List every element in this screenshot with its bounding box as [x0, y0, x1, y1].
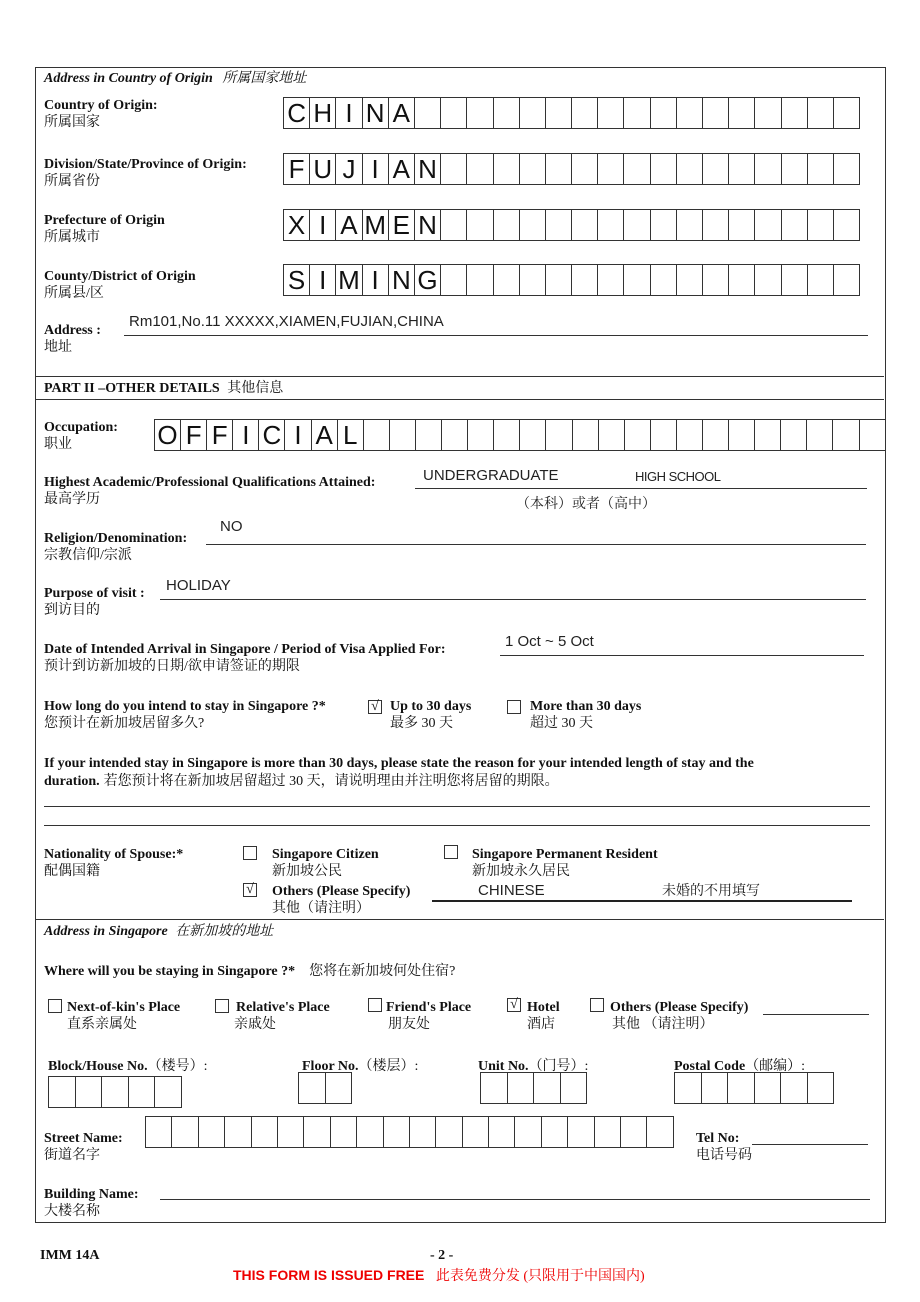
char-box[interactable]: [541, 1116, 568, 1148]
char-box[interactable]: [298, 1072, 326, 1104]
char-box[interactable]: S: [283, 264, 310, 296]
stay-up-to-30-checkbox[interactable]: [368, 700, 382, 714]
qualification-field[interactable]: [415, 468, 867, 489]
unit-boxes[interactable]: [480, 1072, 587, 1104]
char-box[interactable]: [198, 1116, 225, 1148]
stay-hotel-label: Hotel 酒店: [527, 1000, 560, 1032]
char-box[interactable]: [702, 97, 729, 129]
char-box[interactable]: A: [335, 209, 362, 241]
stay-hotel-checkbox[interactable]: [507, 998, 521, 1012]
char-box[interactable]: [676, 153, 703, 185]
stay-others-label: Others (Please Specify) 其他 （请注明）: [610, 1000, 749, 1032]
char-box[interactable]: [48, 1076, 76, 1108]
spouse-label: Nationality of Spouse:* 配偶国籍: [44, 847, 184, 879]
char-box[interactable]: [674, 1072, 702, 1104]
purpose-value: HOLIDAY: [166, 577, 231, 594]
spouse-others-value: CHINESE: [478, 882, 545, 899]
page-number: - 2 -: [430, 1248, 454, 1263]
char-box[interactable]: [650, 97, 677, 129]
char-box[interactable]: [807, 209, 834, 241]
street-boxes[interactable]: [145, 1116, 674, 1148]
arrival-field[interactable]: [500, 634, 864, 656]
char-box[interactable]: [597, 153, 624, 185]
stay-relative-checkbox[interactable]: [215, 999, 229, 1013]
char-box[interactable]: L: [337, 419, 364, 451]
char-box[interactable]: [154, 1076, 182, 1108]
stay-others-checkbox[interactable]: [590, 998, 604, 1012]
char-box[interactable]: [519, 153, 546, 185]
char-box[interactable]: [727, 1072, 755, 1104]
char-box[interactable]: [462, 1116, 489, 1148]
char-box[interactable]: I: [309, 264, 336, 296]
char-box[interactable]: [171, 1116, 198, 1148]
stay-others-field[interactable]: [763, 1000, 869, 1015]
char-box[interactable]: [514, 1116, 541, 1148]
char-box[interactable]: [560, 1072, 588, 1104]
tel-label: Tel No: 电话号码: [696, 1131, 752, 1163]
qualification-label: Highest Academic/Professional Qualifications Attained: 最高学历: [44, 475, 376, 507]
char-box[interactable]: [754, 1072, 782, 1104]
stay-more-than-30-label: More than 30 days 超过 30 天: [530, 699, 642, 731]
occupation-label: Occupation: 职业: [44, 420, 118, 452]
char-box[interactable]: [676, 209, 703, 241]
char-box[interactable]: [545, 264, 572, 296]
char-box[interactable]: [676, 97, 703, 129]
char-box[interactable]: [701, 1072, 729, 1104]
stay-next-of-kin-label: Next-of-kin's Place 直系亲属处: [67, 1000, 181, 1032]
char-box[interactable]: [571, 264, 598, 296]
char-box[interactable]: [441, 419, 468, 451]
building-label: Building Name: 大楼名称: [44, 1187, 139, 1219]
county-boxes[interactable]: [283, 264, 860, 296]
char-box[interactable]: [754, 153, 781, 185]
postal-label: Postal Code（邮编）:: [674, 1059, 806, 1074]
char-box[interactable]: [650, 153, 677, 185]
char-box[interactable]: [383, 1116, 410, 1148]
char-box[interactable]: [833, 153, 860, 185]
char-box[interactable]: [650, 264, 677, 296]
where-stay-label: Where will you be staying in Singapore ?* 您将在新加坡何处住宿?: [44, 964, 456, 979]
char-box[interactable]: [676, 419, 703, 451]
char-box[interactable]: [466, 97, 493, 129]
char-box[interactable]: [224, 1116, 251, 1148]
char-box[interactable]: F: [206, 419, 233, 451]
block-boxes[interactable]: [48, 1076, 182, 1108]
char-box[interactable]: F: [180, 419, 207, 451]
origin-section-title: Address in Country of Origin 所属国家地址: [44, 71, 307, 86]
block-label: Block/House No.（楼号）:: [48, 1059, 208, 1074]
char-box[interactable]: [493, 153, 520, 185]
char-box[interactable]: H: [309, 97, 336, 129]
char-box[interactable]: [101, 1076, 129, 1108]
char-box[interactable]: I: [232, 419, 259, 451]
stay-friend-label: Friend's Place 朋友处: [386, 1000, 472, 1032]
stay-label: How long do you intend to stay in Singapore ?* 您预计在新加坡居留多久?: [44, 699, 326, 731]
building-field[interactable]: [160, 1186, 870, 1200]
occupation-boxes[interactable]: [154, 419, 886, 451]
char-box[interactable]: [676, 264, 703, 296]
char-box[interactable]: N: [414, 209, 441, 241]
stay-more-than-30-checkbox[interactable]: [507, 700, 521, 714]
char-box[interactable]: [702, 209, 729, 241]
purpose-field[interactable]: [160, 578, 866, 600]
religion-label: Religion/Denomination: 宗教信仰/宗派: [44, 531, 188, 563]
char-box[interactable]: [414, 97, 441, 129]
char-box[interactable]: [571, 97, 598, 129]
char-box[interactable]: [754, 264, 781, 296]
char-box[interactable]: C: [283, 97, 310, 129]
address-value: Rm101,No.11 XXXXX,XIAMEN,FUJIAN,CHINA: [129, 313, 444, 330]
char-box[interactable]: G: [414, 264, 441, 296]
char-box[interactable]: A: [388, 97, 415, 129]
char-box[interactable]: [597, 97, 624, 129]
char-box[interactable]: [781, 209, 808, 241]
stay-next-of-kin-checkbox[interactable]: [48, 999, 62, 1013]
address-field[interactable]: [124, 314, 868, 336]
char-box[interactable]: [781, 264, 808, 296]
char-box[interactable]: [620, 1116, 647, 1148]
char-box[interactable]: [519, 264, 546, 296]
char-box[interactable]: [623, 153, 650, 185]
religion-field[interactable]: [206, 518, 866, 545]
spouse-citizen-checkbox[interactable]: [243, 846, 257, 860]
sg-section-title: Address in Singapore 在新加坡的地址: [44, 924, 274, 939]
char-box[interactable]: [781, 97, 808, 129]
char-box[interactable]: [251, 1116, 278, 1148]
check-mark-icon: √: [371, 699, 379, 714]
char-box[interactable]: [75, 1076, 103, 1108]
postal-boxes[interactable]: [674, 1072, 834, 1104]
char-box[interactable]: I: [362, 264, 389, 296]
char-box[interactable]: [303, 1116, 330, 1148]
char-box[interactable]: [623, 209, 650, 241]
char-box[interactable]: U: [309, 153, 336, 185]
floor-boxes[interactable]: [298, 1072, 352, 1104]
char-box[interactable]: [572, 419, 599, 451]
char-box[interactable]: [702, 153, 729, 185]
char-box[interactable]: [597, 209, 624, 241]
spouse-pr-checkbox[interactable]: [444, 845, 458, 859]
char-box[interactable]: [466, 264, 493, 296]
check-mark-icon: √: [510, 997, 518, 1012]
spouse-others-checkbox[interactable]: [243, 883, 257, 897]
char-box[interactable]: [571, 153, 598, 185]
char-box[interactable]: I: [362, 153, 389, 185]
char-box[interactable]: [728, 153, 755, 185]
char-box[interactable]: [480, 1072, 508, 1104]
char-box[interactable]: A: [311, 419, 338, 451]
char-box[interactable]: [859, 419, 886, 451]
char-box[interactable]: [702, 419, 729, 451]
char-box[interactable]: [728, 264, 755, 296]
char-box[interactable]: [519, 97, 546, 129]
floor-label: Floor No.（楼层）:: [302, 1059, 419, 1074]
char-box[interactable]: [389, 419, 416, 451]
char-box[interactable]: A: [388, 153, 415, 185]
stay-friend-checkbox[interactable]: [368, 998, 382, 1012]
divider: [35, 919, 884, 920]
county-label: County/District of Origin 所属县/区: [44, 269, 196, 301]
char-box[interactable]: [440, 153, 467, 185]
purpose-label: Purpose of visit : 到访目的: [44, 586, 145, 618]
char-box[interactable]: [325, 1072, 353, 1104]
reason-line-1[interactable]: [44, 792, 870, 807]
char-box[interactable]: N: [388, 264, 415, 296]
address-label: Address : 地址: [44, 323, 101, 355]
divider: [35, 376, 884, 377]
char-box[interactable]: I: [284, 419, 311, 451]
char-box[interactable]: [833, 264, 860, 296]
char-box[interactable]: [597, 264, 624, 296]
char-box[interactable]: [409, 1116, 436, 1148]
char-box[interactable]: [435, 1116, 462, 1148]
char-box[interactable]: [519, 209, 546, 241]
char-box[interactable]: [728, 97, 755, 129]
char-box[interactable]: [440, 209, 467, 241]
char-box[interactable]: [571, 209, 598, 241]
char-box[interactable]: [780, 419, 807, 451]
qualification-note: （本科）或者（高中）: [516, 495, 656, 511]
char-box[interactable]: [646, 1116, 673, 1148]
char-box[interactable]: C: [258, 419, 285, 451]
char-box[interactable]: [623, 264, 650, 296]
unit-label: Unit No.（门号）:: [478, 1059, 589, 1074]
spouse-others-label: Others (Please Specify) 其他（请注明）: [272, 884, 411, 916]
char-box[interactable]: [363, 419, 390, 451]
char-box[interactable]: [467, 419, 494, 451]
char-box[interactable]: [466, 153, 493, 185]
char-box[interactable]: [754, 209, 781, 241]
arrival-value: 1 Oct ~ 5 Oct: [505, 633, 594, 650]
check-mark-icon: √: [246, 882, 254, 897]
char-box[interactable]: [781, 153, 808, 185]
street-label: Street Name: 街道名字: [44, 1131, 123, 1163]
char-box[interactable]: [780, 1072, 808, 1104]
free-notice: THIS FORM IS ISSUED FREE 此表免费分发 (只限用于中国国内): [233, 1267, 645, 1284]
divider: [35, 399, 884, 400]
char-box[interactable]: [277, 1116, 304, 1148]
char-box[interactable]: [623, 97, 650, 129]
char-box[interactable]: [507, 1072, 535, 1104]
char-box[interactable]: [415, 419, 442, 451]
char-box[interactable]: [567, 1116, 594, 1148]
char-box[interactable]: [440, 97, 467, 129]
spouse-note: 未婚的不用填写: [662, 882, 760, 898]
prefecture-boxes[interactable]: [283, 209, 860, 241]
char-box[interactable]: [128, 1076, 156, 1108]
char-box[interactable]: X: [283, 209, 310, 241]
spouse-others-field[interactable]: [432, 880, 852, 902]
country-label: Country of Origin: 所属国家: [44, 98, 158, 130]
char-box[interactable]: [754, 97, 781, 129]
char-box[interactable]: [330, 1116, 357, 1148]
prefecture-label: Prefecture of Origin 所属城市: [44, 213, 165, 245]
char-box[interactable]: [598, 419, 625, 451]
stay-up-to-30-label: Up to 30 days 最多 30 天: [390, 699, 472, 731]
char-box[interactable]: N: [362, 97, 389, 129]
char-box[interactable]: [807, 97, 834, 129]
char-box[interactable]: [594, 1116, 621, 1148]
char-box[interactable]: [356, 1116, 383, 1148]
qualification-value-2: HIGH SCHOOL: [635, 469, 721, 484]
char-box[interactable]: [145, 1116, 172, 1148]
country-boxes[interactable]: [283, 97, 860, 129]
char-box[interactable]: [807, 264, 834, 296]
char-box[interactable]: [650, 419, 677, 451]
char-box[interactable]: [466, 209, 493, 241]
char-box[interactable]: [493, 419, 520, 451]
char-box[interactable]: [728, 209, 755, 241]
char-box[interactable]: [545, 153, 572, 185]
char-box[interactable]: M: [362, 209, 389, 241]
reason-instruction: If your intended stay in Singapore is more than 30 days, please state the reason for your intended length of stay and the duration. 若您预计将在新加坡居留超过 30 天，请说明理由并注明您将居留的期限。: [44, 756, 754, 789]
char-box[interactable]: [519, 419, 546, 451]
char-box[interactable]: O: [154, 419, 181, 451]
char-box[interactable]: [806, 419, 833, 451]
part2-title: PART II –OTHER DETAILS 其他信息: [44, 381, 284, 396]
char-box[interactable]: E: [388, 209, 415, 241]
char-box[interactable]: [702, 264, 729, 296]
char-box[interactable]: [545, 419, 572, 451]
char-box[interactable]: [624, 419, 651, 451]
char-box[interactable]: [754, 419, 781, 451]
char-box[interactable]: [488, 1116, 515, 1148]
char-box[interactable]: I: [309, 209, 336, 241]
province-boxes[interactable]: [283, 153, 860, 185]
qualification-value: UNDERGRADUATE: [423, 467, 559, 484]
form-code: IMM 14A: [40, 1248, 100, 1263]
province-label: Division/State/Province of Origin: 所属省份: [44, 157, 247, 189]
tel-field[interactable]: [752, 1131, 868, 1145]
char-box[interactable]: [728, 419, 755, 451]
char-box[interactable]: [650, 209, 677, 241]
char-box[interactable]: [807, 153, 834, 185]
char-box[interactable]: [440, 264, 467, 296]
reason-line-2[interactable]: [44, 811, 870, 826]
spouse-citizen-label: Singapore Citizen 新加坡公民: [272, 847, 379, 879]
char-box[interactable]: I: [335, 97, 362, 129]
char-box[interactable]: [545, 209, 572, 241]
spouse-pr-label: Singapore Permanent Resident 新加坡永久居民: [472, 847, 658, 879]
char-box[interactable]: J: [335, 153, 362, 185]
char-box[interactable]: N: [414, 153, 441, 185]
char-box[interactable]: [493, 264, 520, 296]
religion-value: NO: [220, 518, 243, 535]
char-box[interactable]: M: [335, 264, 362, 296]
char-box[interactable]: [493, 97, 520, 129]
char-box[interactable]: [545, 97, 572, 129]
char-box[interactable]: F: [283, 153, 310, 185]
char-box[interactable]: [493, 209, 520, 241]
char-box[interactable]: [533, 1072, 561, 1104]
char-box[interactable]: [807, 1072, 835, 1104]
stay-relative-label: Relative's Place 亲戚处: [234, 1000, 330, 1032]
char-box[interactable]: [833, 97, 860, 129]
char-box[interactable]: [833, 209, 860, 241]
arrival-label: Date of Intended Arrival in Singapore / Period of Visa Applied For: 预计到访新加坡的日期/欲申请签证的期限: [44, 642, 446, 674]
char-box[interactable]: [832, 419, 859, 451]
